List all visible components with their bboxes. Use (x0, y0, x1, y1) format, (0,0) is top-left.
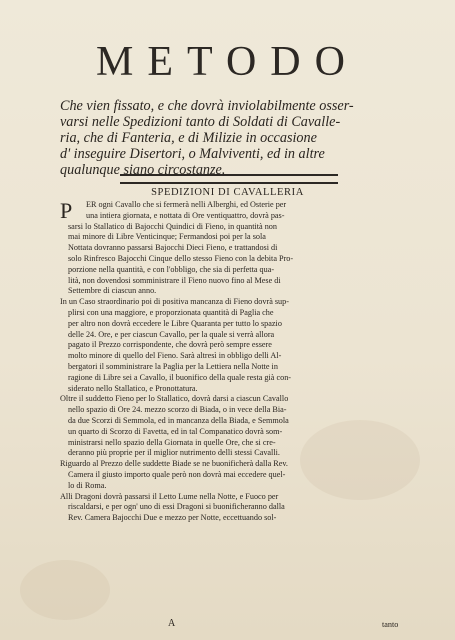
signature-mark: A (168, 618, 176, 629)
decorative-double-rule (120, 174, 338, 184)
body-line: plirsi con una maggiore, e proporzionata quantità di Paglia che (68, 307, 274, 317)
intro-paragraph (60, 98, 390, 178)
body-line: Riguardo al Prezzo delle suddette Biade se ne buonificherà dalla Rev. (60, 459, 288, 469)
body-line: nello spazio di Ore 24. mezzo scorzo di Biada, o in vece della Bia- (68, 405, 287, 415)
paper-stain (20, 560, 110, 620)
body-text (60, 200, 400, 524)
body-line: Oltre il suddetto Fieno per lo Stallatico, dovrà darsi a ciascun Cavallo (60, 394, 289, 404)
body-line: Nottata dovranno passarsi Bajocchi Dieci Fieno, e trattandosi di (68, 243, 278, 253)
body-line: un quarto di Scorzo di Favetta, ed in tal Companatico dovrà som- (68, 426, 283, 436)
body-line: Camera il giusto importo quale però non dovrà mai eccedere quel- (68, 469, 286, 479)
body-line: una intiera giornata, e nottata di Ore ventiquattro, dovrà pas- (86, 210, 285, 220)
body-line: siderato nello Stallatico, e Pronottatura. (68, 383, 198, 393)
body-line: porzione nella quantità, e con l'obbligo, che sia di perfetta qua- (68, 264, 275, 274)
body-line: riscaldarsi, e per ogn' uno di essi Dragoni si buonificheranno dalla (68, 502, 285, 512)
body-line: per altro non dovrà eccedere le Libre Quaranta per tutto lo spazio (68, 318, 282, 328)
intro-line: varsi nelle Spedizioni tanto di Soldati di Cavalle- (60, 114, 341, 130)
body-line: lità, non dovendosi somministrare il Fieno nuovo fino al Mese di (68, 275, 281, 285)
body-line: mai minore di Libre Venticinque; Fermandosi poi per la sola (68, 232, 266, 242)
body-line: sarsi lo Stallatico di Bajocchi Quindici di Fieno, in quantità non (68, 221, 277, 231)
body-line: Rev. Camera Bajocchi Due e mezzo per Notte, eccettuando sol- (68, 513, 277, 523)
body-line: pagato il Prezzo corrispondente, che dovrà però sempre essere (68, 340, 272, 350)
body-line: deranno più proprie per il miglior nutrimento delli stessi Cavalli. (68, 448, 280, 458)
intro-line: ria, che di Fanteria, e di Milizie in occasione (60, 130, 317, 146)
intro-line: Che vien fissato, e che dovrà inviolabilmente osser- (60, 98, 354, 114)
body-line: molto minore di quello del Fieno. Sarà altresì in obbligo delli Al- (68, 351, 282, 361)
catchword: tanto (382, 620, 399, 629)
body-line: da due Scorzi di Semmola, ed in mancanza della Biada, e Semmola (68, 415, 289, 425)
body-line: ragione di Libre sei a Cavallo, il buonifico della quale resta già con- (68, 372, 292, 382)
body-line: ER ogni Cavallo che si fermerà nelli Alberghi, ed Osterie per (86, 200, 287, 209)
document-title: METODO (96, 39, 359, 85)
body-line: ministrarsi nello spazio della Giornata in quelle Ore, che si cre- (68, 437, 276, 447)
intro-line: d' inseguire Disertori, o Malviventi, ed in altre (60, 146, 325, 162)
body-line: Settembre di ciascun anno. (68, 286, 157, 296)
body-line: Alli Dragoni dovrà passarsi il Letto Lume nella Notte, e Fuoco per (60, 491, 279, 501)
intro-line: qualunque siano circostanze. (60, 162, 226, 178)
body-line: solo Rinfresco Bajocchi Cinque dello stesso Fieno con la debita Pro- (68, 253, 294, 263)
body-line: lo di Roma. (68, 480, 107, 490)
body-line: In un Caso straordinario poi di positiva mancanza di Fieno dovrà sup- (60, 297, 289, 307)
body-line: delle 24. Ore, e per ciascun Cavallo, per la quale si verrà allora (68, 329, 275, 339)
body-line: bergatori il somministrare la Paglia per la Lettiera nella Notte in (68, 361, 278, 371)
section-heading: SPEDIZIONI DI CAVALLERIA (151, 187, 304, 198)
drop-cap: P (60, 198, 73, 223)
